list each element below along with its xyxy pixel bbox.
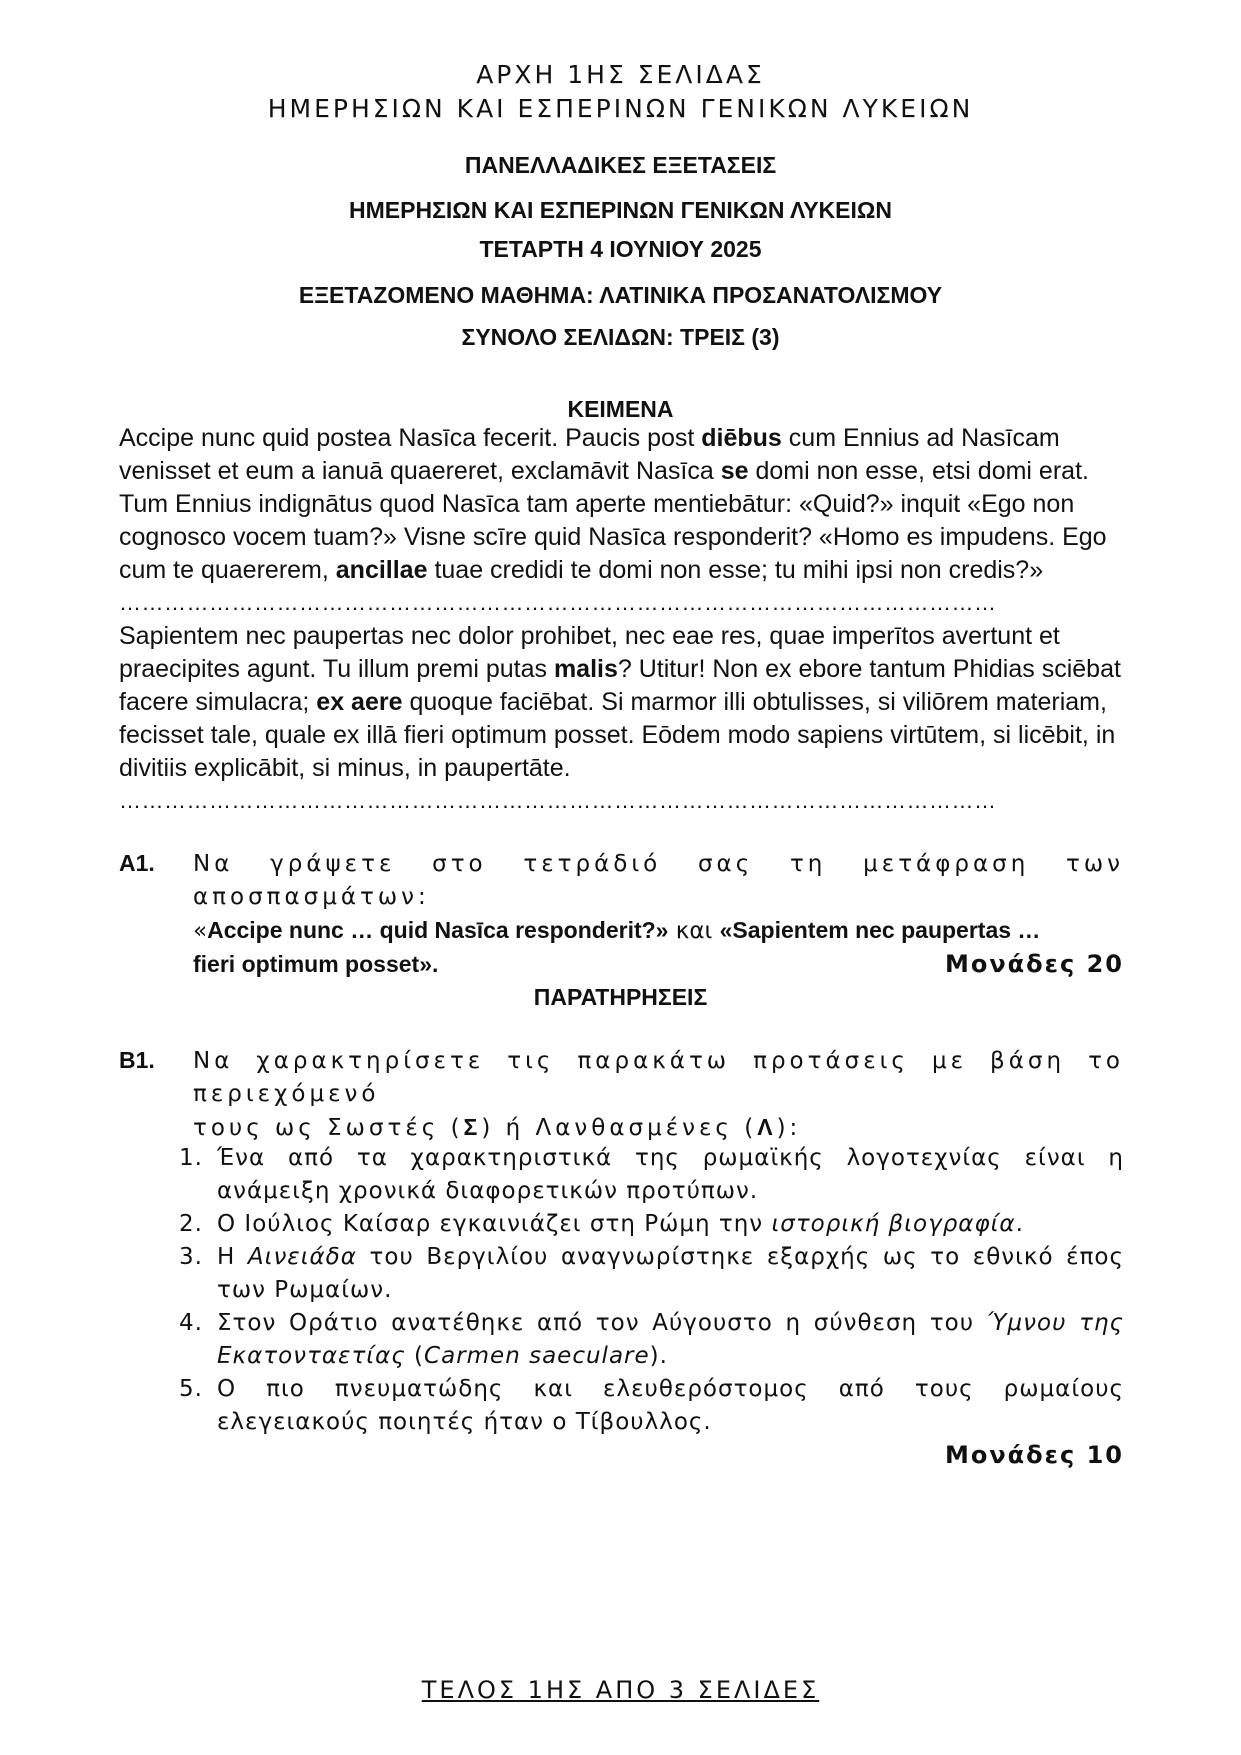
latin-passage-1 (119, 422, 1124, 587)
exam-title: ΠΑΝΕΛΛΑΔΙΚΕΣ ΕΞΕΤΑΣΕΙΣ (464, 152, 777, 178)
page-header-line-1: ΑΡΧΗ 1ΗΣ ΣΕΛΙΔΑΣ (476, 60, 765, 89)
question-a1-label: Α1. (119, 850, 155, 876)
statement-3: 3. Η Αινειάδα του Βεργιλίου αναγνωρίστηκε εξαρχής ως το εθνικό έπος των Ρωμαίων. (179, 1244, 1125, 1303)
passage-1-line-4: cognosco vocem tuam?» Visne scīre quid Nasīca responderit? «Homo es impudens. Ego (119, 523, 1107, 551)
passage-2-line-4: fecisset tale, quale ex illā fieri optimum posset. Eōdem modo sapiens virtūtem, si licēbit, in (119, 721, 1116, 749)
page-header-line-2: ΗΜΕΡΗΣΙΩΝ ΚΑΙ ΕΣΠΕΡΙΝΩΝ ΓΕΝΙΚΩΝ ΛΥΚΕΙΩΝ (267, 94, 974, 123)
passage-2-line-5: divitiis explicābit, si minus, in paupertāte. (119, 754, 571, 782)
question-b1-text (193, 1045, 1124, 1145)
passage-1-line-5: cum te quaererem, ancillae tuae credidi te domi non esse; tu mihi ipsi non credis?» (119, 556, 1044, 584)
observations-heading: ΠΑΡΑΤΗΡΗΣΕΙΣ (533, 984, 708, 1010)
statements-list (175, 1142, 1124, 1439)
statement-2: 2. Ο Ιούλιος Καίσαρ εγκαινιάζει στη Ρώμη την ιστορική βιογραφία. (179, 1211, 1024, 1237)
passage-2-line-1: Sapientem nec paupertas nec dolor prohibet, nec eae res, quae imperītos avertunt et (119, 622, 1060, 650)
question-b1-intro-line-2: τους ως Σωστές (Σ) ή Λανθασμένες (Λ): (193, 1114, 802, 1141)
page-count: ΣΥΝΟΛΟ ΣΕΛΙΔΩΝ: ΤΡΕΙΣ (3) (461, 324, 780, 350)
question-b1-marks: Μονάδες 10 (944, 1441, 1124, 1469)
passage-1-line-2: venisset et eum a ianuā quaereret, exclamāvit Nasīca se domi non esse, etsi domi erat. (119, 457, 1089, 485)
question-a1-quote-end: fieri optimum posset». (193, 951, 439, 977)
question-b1-label: Β1. (119, 1047, 155, 1073)
statement-5: 5. Ο πιο πνευματώδης και ελευθερόστομος από τους ρωμαίους ελεγειακούς ποιητές ήταν ο Τίβουλλος. (179, 1376, 1124, 1435)
page-footer: ΤΕΛΟΣ 1ΗΣ ΑΠΟ 3 ΣΕΛΙΔΕΣ (421, 1676, 820, 1704)
question-a1-intro: Να γράψετε στο τετράδιό σας τη μετάφραση των αποσπασμάτων: (193, 851, 1124, 910)
passage-2-line-2: praecipites agunt. Tu illum premi putas malis? Utitur! Non ex ebore tantum Phidias sciēbat (119, 655, 1121, 683)
passage-1-line-1: Accipe nunc quid postea Nasīca fecerit. Paucis post diēbus cum Ennius ad Nasīcam (119, 424, 1060, 452)
texts-heading: ΚΕΙΜΕΝΑ (567, 396, 674, 422)
separator-line: ……………………………………………………………………………………………………… (119, 590, 997, 615)
question-b1-intro-line-1: Να χαρακτηρίσετε τις παρακάτω προτάσεις με βάση το περιεχόμενό (193, 1048, 1124, 1107)
question-a1-marks: Μονάδες 20 (944, 950, 1124, 978)
latin-passage-2 (119, 620, 1124, 785)
passage-1-line-3: Tum Ennius indignātus quod Nasīca tam aperte mentiebātur: «Quid?» inquit «Ego non (119, 490, 1075, 518)
separator-line: ……………………………………………………………………………………………………… (119, 788, 997, 813)
statement-1: 1. Ένα από τα χαρακτηριστικά της ρωμαϊκής λογοτεχνίας είναι η ανάμειξη χρονικά διαφορετικών προτύπων. (179, 1145, 1124, 1204)
exam-subject: ΕΞΕΤΑΖΟΜΕΝΟ ΜΑΘΗΜΑ: ΛΑΤΙΝΙΚΑ ΠΡΟΣΑΝΑΤΟΛΙΣΜΟΥ (298, 282, 943, 308)
exam-date: ΤΕΤΑΡΤΗ 4 ΙΟΥΝΙΟΥ 2025 (479, 236, 762, 262)
passage-2-line-3: facere simulacra; ex aere quoque faciēbat. Si marmor illi obtulisses, si viliōrem materiam, (119, 688, 1107, 716)
statement-4: 4. Στον Οράτιο ανατέθηκε από τον Αύγουστο η σύνθεση του Ύμνου της Εκατονταετίας (Carmen saeculare). (179, 1310, 1125, 1369)
question-a1-quotes: «Accipe nunc … quid Nasīca responderit?» και «Sapientem nec paupertas … (193, 917, 1041, 944)
schools-title: ΗΜΕΡΗΣΙΩΝ ΚΑΙ ΕΣΠΕΡΙΝΩΝ ΓΕΝΙΚΩΝ ΛΥΚΕΙΩΝ (349, 197, 892, 223)
